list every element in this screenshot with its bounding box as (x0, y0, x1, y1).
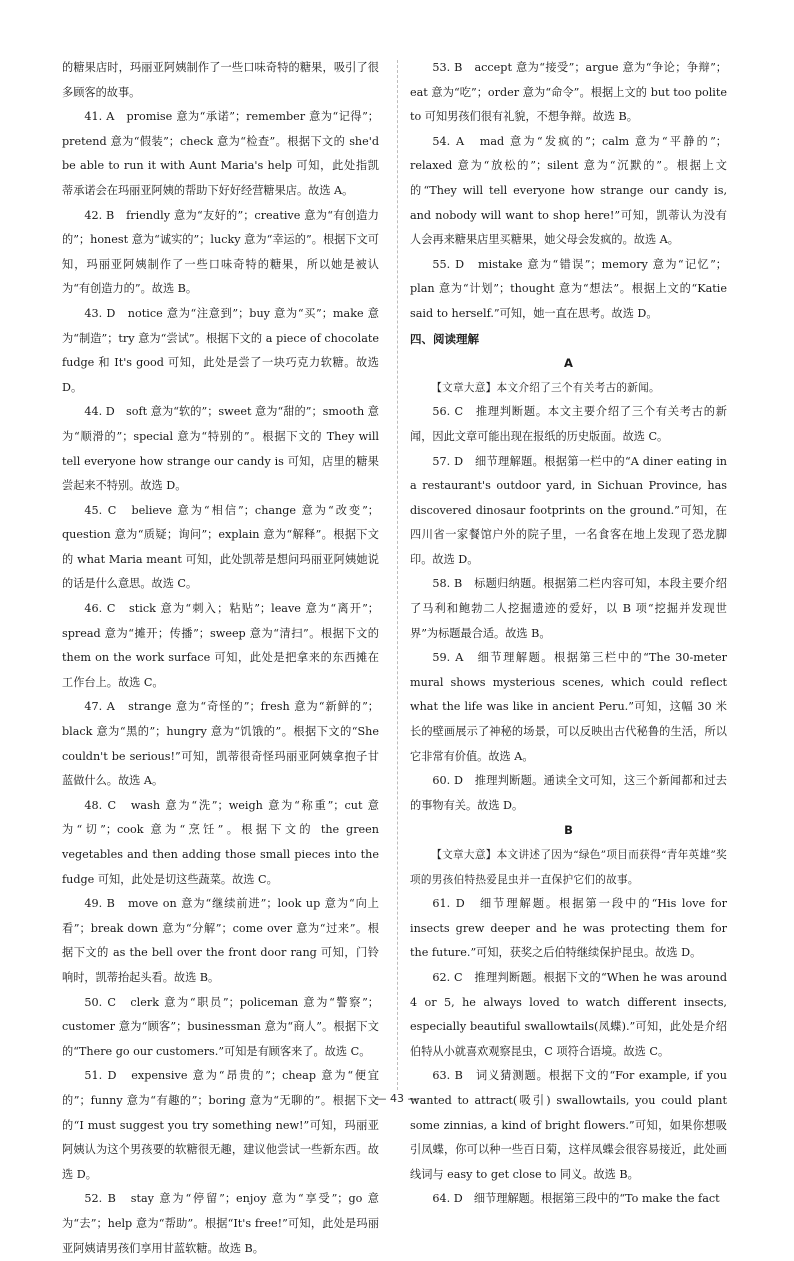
answer-62: 62. C 推理判断题。根据下文的“When he was around 4 or 5, he always loved to watch different insects, especially beautiful swallowtails(凤蝶).”可知，此处是介绍伯特从小就喜欢观察昆虫，C 项符合语境。故选 C。 (410, 970, 727, 1058)
column-divider (397, 60, 398, 1090)
answer-41: 41. A promise 意为“承诺”；remember 意为“记得”；pretend 意为“假装”；check 意为“检查”。根据下文的 she'd be able to run it with Aunt Maria's help 可知，此处指凯蒂承诺会在玛丽亚阿姨的帮助下好好经营糖果店。故选 A。 (62, 110, 379, 197)
page-number: — 43 — (375, 1092, 419, 1105)
answer-58: 58. B 标题归纳题。根据第二栏内容可知，本段主要介绍了马利和鲍勃二人挖掘遗迹的爱好，以 B 项“挖掘并发现世界”为标题最合适。故选 B。 (410, 577, 727, 640)
answer-60: 60. D 推理判断题。通读全文可知，这三个新闻都和过去的事物有关。故选 D。 (410, 774, 727, 812)
answer-61: 61. D 细节理解题。根据第一段中的“His love for insects grew deeper and he was protecting them for the future.”可知，获奖之后伯特继续保护昆虫。故选 D。 (410, 897, 727, 960)
answer-51: 51. D expensive 意为“昂贵的”；cheap 意为“便宜的”；funny 意为“有趣的”；boring 意为“无聊的”。根据下文的“I must suggest you try something new!”可知，玛丽亚阿姨认为这个男孩要的软糖很无趣，建议他尝试一些新东西。故选 D。 (62, 1069, 379, 1181)
answer-45: 45. C believe 意为“相信”；change 意为“改变”；question 意为“质疑；询问”；explain 意为“解释”。根据下文的 what Maria meant 可知，此处凯蒂是想问玛丽亚阿姨她说的话是什么意思。故选 C。 (62, 503, 379, 591)
answer-49: 49. B move on 意为“继续前进”；look up 意为“向上看”；break down 意为“分解”；come over 意为“过来”。根据下文的 as the bell over the front door rang 可知，门铃响时，凯蒂抬起头看。故选 B。 (62, 897, 379, 984)
part-a-summary: 【文章大意】本文介绍了三个有关考古的新闻。 (431, 381, 660, 394)
answer-47: 47. A strange 意为“奇怪的”；fresh 意为“新鲜的”；black 意为“黑的”；hungry 意为“饥饿的”。根据下文的“She couldn't be serious!”可知，凯蒂很奇怪玛丽亚阿姨拿抱子甘蓝做什么。故选 A。 (62, 700, 379, 788)
part-b-label: B (564, 823, 573, 838)
answer-46: 46. C stick 意为“刺入；粘贴”；leave 意为“离开”；spread 意为“摊开；传播”；sweep 意为“清扫”。根据下文的 them on the work surface 可知，此处是把拿来的东西摊在工作台上。故选 C。 (62, 602, 379, 689)
answer-54: 54. A mad 意为“发疯的”；calm 意为“平静的”；relaxed 意为“放松的”；silent 意为“沉默的”。根据上文的“They will tell everyone how strange our candy is, and nobody will want to shop here!”可知，凯蒂认为没有人会再来糖果店里买糖果，她父母会发疯的。故选 A。 (410, 134, 727, 247)
answer-63: 63. B 词义猜测题。根据下文的“For example, if you wanted to attract(吸引) swallowtails, you could plant some zinnias, a kind of bright flowers.”可知，如果你想吸引凤蝶，你可以种一些百日菊，这样凤蝶会很容易接近，此处画线词与 easy to get close to 同义。故选 B。 (410, 1069, 727, 1181)
answer-59: 59. A 细节理解题。根据第三栏中的“The 30-meter mural shows mysterious scenes, which could reflect what the life was like in ancient Peru.”可知，这幅 30 米长的壁画展示了神秘的场景，可以反映出古代秘鲁的生活，所以它非常有价值。故选 A。 (410, 651, 727, 763)
answer-48: 48. C wash 意为“洗”；weigh 意为“称重”；cut 意为“切”；cook 意为“烹饪”。根据下文的 the green vegetables and then adding those small pieces into the fudge 可知，此处是切这些蔬菜。故选 C。 (62, 798, 379, 886)
answer-57: 57. D 细节理解题。根据第一栏中的“A diner eating in a restaurant's outdoor yard, in Sichuan Province, has discovered dinosaur footprints on the ground.”可知，在四川省一家餐馆户外的院子里，一名食客在地上发现了恐龙脚印。故选 D。 (410, 454, 727, 566)
answer-50: 50. C clerk 意为“职员”；policeman 意为“警察”；customer 意为“顾客”；businessman 意为“商人”。根据下文的“There go our customers.”可知是有顾客来了。故选 C。 (62, 995, 379, 1058)
left-column (62, 56, 379, 1261)
answer-52: 52. B stay 意为“停留”；enjoy 意为“享受”；go 意为“去”；help 意为“帮助”。根据“It's free!”可知，此处是玛丽亚阿姨请男孩们享用甘蓝软糖。故选 B。 (62, 1192, 379, 1255)
answer-55: 55. D mistake 意为“错误”；memory 意为“记忆”；plan 意为“计划”；thought 意为“想法”。根据上文的“Katie said to herself.”可知，她一直在思考。故选 D。 (410, 257, 727, 320)
right-column (410, 56, 727, 1212)
answer-42: 42. B friendly 意为“友好的”；creative 意为“有创造力的”；honest 意为“诚实的”；lucky 意为“幸运的”。根据下文可知，玛丽亚阿姨制作了一些口味奇特的糖果，所以她是被认为“有创造力的”。故选 B。 (62, 208, 379, 296)
story-summary-continuation: 的糖果店时，玛丽亚阿姨制作了一些口味奇特的糖果，吸引了很多顾客的故事。 (62, 61, 379, 99)
answer-53: 53. B accept 意为“接受”；argue 意为“争论；争辩”；eat 意为“吃”；order 意为“命令”。根据上文的 but too polite to 可知男孩们很有礼貌，不想争辩。故选 B。 (410, 61, 727, 124)
section-title-reading: 四、阅读理解 (410, 331, 479, 346)
answer-56: 56. C 推理判断题。本文主要介绍了三个有关考古的新闻，因此文章可能出现在报纸的历史版面。故选 C。 (410, 405, 727, 443)
part-a-label: A (564, 356, 573, 371)
answer-44: 44. D soft 意为“软的”；sweet 意为“甜的”；smooth 意为“顺滑的”；special 意为“特别的”。根据下文的 They will tell everyone how strange our candy is 可知，店里的糖果尝起来不特别。故选 D。 (62, 405, 379, 493)
answer-43: 43. D notice 意为“注意到”；buy 意为“买”；make 意为“制造”；try 意为“尝试”。根据下文的 a piece of chocolate fudge 和 It's good 可知，此处是尝了一块巧克力软糖。故选 D。 (62, 306, 379, 394)
part-b-summary: 【文章大意】本文讲述了因为“绿色”项目而获得“青年英雄”奖项的男孩伯特热爱昆虫并一直保护它们的故事。 (410, 849, 727, 886)
answer-64: 64. D 细节理解题。根据第三段中的“To make the fact (432, 1192, 720, 1206)
